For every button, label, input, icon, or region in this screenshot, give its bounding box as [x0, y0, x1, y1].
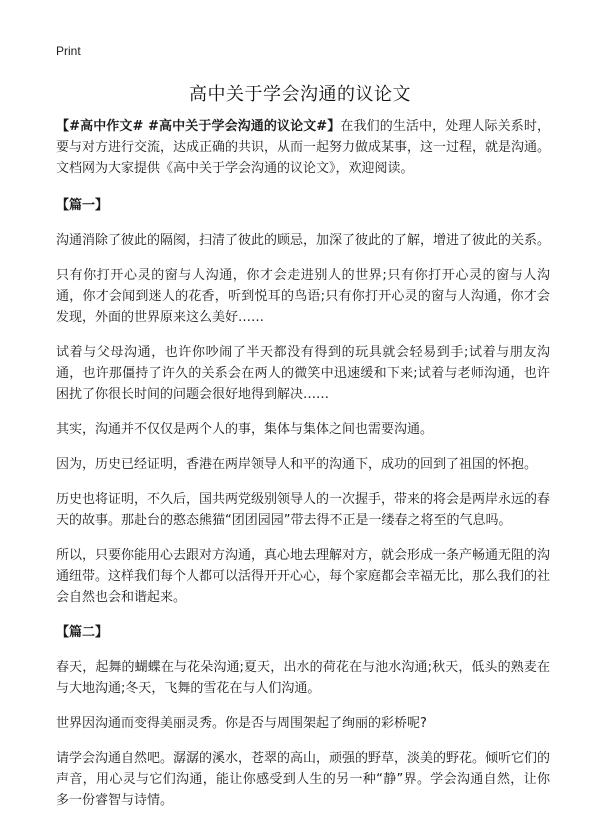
- section1-paragraph-7: 所以，只要你能用心去跟对方沟通，真心地去理解对方，就会形成一条产畅通无阻的沟通纽带。这样我们每个人都可以活得开开心心，每个家庭都会幸福无比，那么我们的社会自然也会和谐起来。: [56, 548, 551, 605]
- page-title: 高中关于学会沟通的议论文: [189, 84, 411, 105]
- section2-paragraph-2: 世界因沟通而变得美丽灵秀。你是否与周围架起了绚丽的彩桥呢?: [56, 716, 427, 731]
- section1-paragraph-6: 历史也将证明，不久后，国共两党级别领导人的一次握手，带来的将会是两岸永远的春天的故事。那赴台的憨态熊猫“团团园园”带去得不正是一缕春之将至的气息吗。: [56, 492, 551, 528]
- section1-paragraph-5: 因为，历史已经证明，香港在两岸领导人和平的沟通下，成功的回到了祖国的怀抱。: [56, 457, 538, 472]
- section1-paragraph-4: 其实，沟通并不仅仅是两个人的事，集体与集体之间也需要沟通。: [56, 422, 434, 437]
- intro-tags: 【#高中作文# #高中关于学会沟通的议论文#】: [56, 119, 341, 134]
- section1-paragraph-2: 只有你打开心灵的窗与人沟通，你才会走进别人的世界;只有你打开心灵的窗与人沟通，你才会闻到迷人的花香，听到悦耳的鸟语;只有你打开心灵的窗与人沟通，你才会发现，外面的世界原来这么美好……: [56, 268, 550, 325]
- section2-paragraph-1: 春天，起舞的蝴蝶在与花朵沟通;夏天，出水的荷花在与池水沟通;秋天，低头的熟麦在与大地沟通;冬天，飞舞的雪花在与人们沟通。: [56, 660, 550, 696]
- intro-text: 在我们的生活中，处理人际关系时，要与对方进行交流，达成正确的共识，从而一起努力做成某事，这一过程，就是沟通。文档网为大家提供《高中关于学会沟通的议论文》，欢迎阅读。: [56, 119, 551, 176]
- section2-paragraph-3: 请学会沟通自然吧。潺潺的溪水，苍翠的高山，顽强的野草，淡美的野花。倾听它们的声音，用心灵与它们沟通，能让你感受到人生的另一种“静”界。学会沟通自然，让你多一份睿智与诗情。: [56, 751, 551, 808]
- section-heading-1: 【篇一】: [56, 198, 109, 213]
- intro-paragraph: [56, 116, 550, 179]
- section1-paragraph-1: 沟通消除了彼此的隔阂，扫清了彼此的顾忌，加深了彼此的了解，增进了彼此的关系。: [56, 233, 551, 248]
- article-body: [56, 116, 550, 825]
- print-link[interactable]: Print: [56, 44, 81, 58]
- section1-paragraph-3: 试着与父母沟通，也许你吵闹了半天都没有得到的玩具就会轻易到手;试着与朋友沟通，也许那僵持了许久的关系会在两人的微笑中迅速缓和下来;试着与老师沟通，也许困扰了你很长时间的问题会很好地得到解决……: [56, 345, 550, 402]
- section-heading-2: 【篇二】: [56, 625, 109, 640]
